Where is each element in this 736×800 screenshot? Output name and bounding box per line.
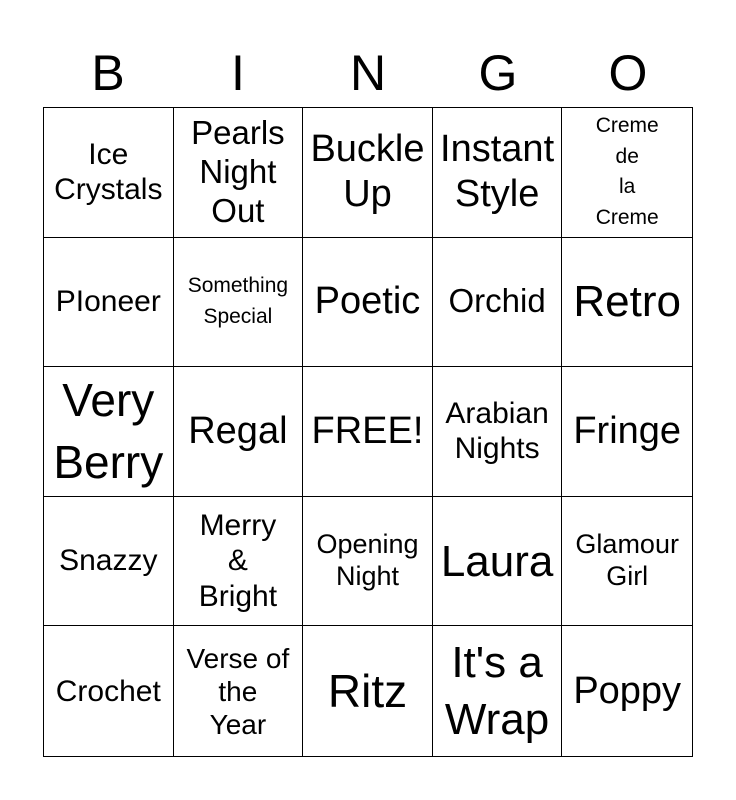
cell-text: Something Special xyxy=(187,274,289,328)
header-letter-i: I xyxy=(231,45,245,101)
header-letter-n: N xyxy=(349,45,387,101)
cell-text: Instant Style xyxy=(440,128,555,216)
free-space-text: FREE! xyxy=(311,410,424,453)
cell-text: Regal xyxy=(188,410,288,453)
cell-text: Fringe xyxy=(573,410,682,453)
cell-text: Opening Night xyxy=(316,529,419,592)
cell-text: Snazzy xyxy=(59,544,158,578)
bingo-cell-r2c4[interactable] xyxy=(433,238,563,368)
bingo-cell-r1c2[interactable] xyxy=(174,108,304,238)
cell-text: Poppy xyxy=(573,669,682,712)
cell-text: Very Berry xyxy=(53,374,164,489)
cell-text: Merry & Bright xyxy=(198,509,278,613)
cell-text: Glamour Girl xyxy=(575,529,679,592)
cell-text: Orchid xyxy=(448,282,546,320)
cell-text: Ritz xyxy=(327,665,408,718)
bingo-cell-r5c1[interactable] xyxy=(44,626,174,756)
cell-text: It's a Wrap xyxy=(444,638,550,745)
bingo-cell-r3c5[interactable] xyxy=(562,367,692,497)
bingo-cell-r5c4[interactable] xyxy=(433,626,563,756)
bingo-board xyxy=(43,107,693,757)
cell-text: Crochet xyxy=(55,674,161,708)
bingo-cell-r5c3[interactable] xyxy=(303,626,433,756)
bingo-cell-r2c5[interactable] xyxy=(562,238,692,368)
bingo-cell-r4c2[interactable] xyxy=(174,497,304,627)
cell-text: Retro xyxy=(573,277,681,327)
bingo-cell-r1c5[interactable] xyxy=(562,108,692,238)
cell-text: Verse of the Year xyxy=(186,642,290,740)
bingo-cell-r5c2[interactable] xyxy=(174,626,304,756)
cell-text: PIoneer xyxy=(55,285,161,319)
cell-text: Ice Crystals xyxy=(54,137,163,207)
bingo-cell-r3c2[interactable] xyxy=(174,367,304,497)
cell-text: Buckle Up xyxy=(310,128,425,216)
bingo-cell-r2c2[interactable] xyxy=(174,238,304,368)
bingo-cell-r1c1[interactable] xyxy=(44,108,174,238)
bingo-cell-r4c3[interactable] xyxy=(303,497,433,627)
cell-text: Arabian Nights xyxy=(445,397,549,466)
bingo-cell-r3c3[interactable] xyxy=(303,367,433,497)
bingo-cell-r4c1[interactable] xyxy=(44,497,174,627)
bingo-cell-r3c1[interactable] xyxy=(44,367,174,497)
bingo-cell-r5c5[interactable] xyxy=(562,626,692,756)
bingo-cell-r1c4[interactable] xyxy=(433,108,563,238)
bingo-cell-r3c4[interactable] xyxy=(433,367,563,497)
bingo-header xyxy=(43,40,693,106)
cell-text: Pearls Night Out xyxy=(191,113,285,229)
bingo-cell-r2c1[interactable] xyxy=(44,238,174,368)
cell-text: Poetic xyxy=(314,280,421,323)
header-letter-b: B xyxy=(91,45,125,101)
cell-text: Laura xyxy=(440,536,554,586)
header-letter-g: G xyxy=(478,45,518,101)
cell-text: Creme de la Creme xyxy=(595,114,659,229)
bingo-cell-r4c4[interactable] xyxy=(433,497,563,627)
bingo-cell-r2c3[interactable] xyxy=(303,238,433,368)
header-letter-o: O xyxy=(608,45,648,101)
bingo-cell-r1c3[interactable] xyxy=(303,108,433,238)
bingo-cell-r4c5[interactable] xyxy=(562,497,692,627)
